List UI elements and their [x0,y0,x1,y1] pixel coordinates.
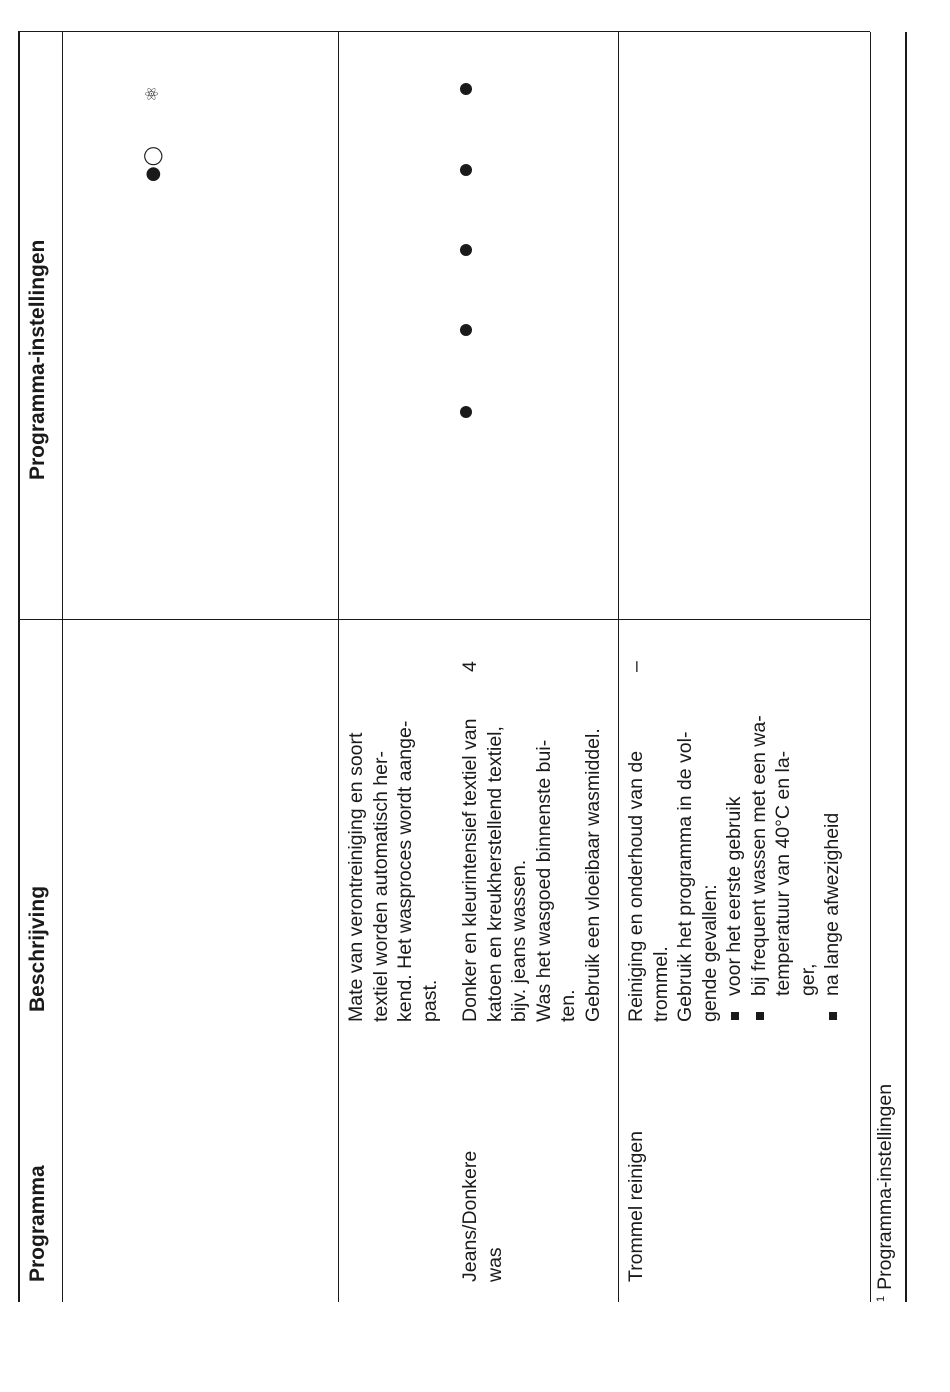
list-item: na lange afwezigheid [820,622,845,1022]
settings-right-edge [18,31,870,32]
setting-dot [460,164,472,176]
row2-description: Donker en kleurintensief textiel van katoen en kreukherstellend textiel, bijv. jeans wassen. Was het wasgoed binnenste bui- ten. Gebruik een vloeibaar wasmiddel. [459,718,604,1022]
list-item: voor het eerste gebruik [722,622,747,1022]
header-settings: Programma-instellingen [26,239,49,480]
header-description: Beschrijving [26,885,49,1012]
row2-program: Jeans/Donkere was [459,1150,506,1282]
row1-description: Mate van verontreiniging en soort textiel worden automatisch her- kend. Het wasproces wordt aange- past. [345,720,441,1022]
row2-value: 4 [459,661,481,672]
header-divider [62,32,63,1302]
water-plus-icon: ●◯ [142,146,163,182]
top-rule [18,32,20,1302]
setting-dot [460,406,472,418]
row3-divider [870,32,871,1302]
setting-dot [460,324,472,336]
row3-bullet-list [722,622,845,1022]
bottom-rule [905,32,907,1302]
settings-subcolumn-divider [62,619,618,620]
row3-value: – [625,661,647,672]
bullet-square-icon [731,1012,739,1020]
footnote [874,1084,897,1302]
header-program: Programma [26,1165,49,1282]
bullet-square-icon [756,1012,764,1020]
footnote-text: Programma-instellingen [874,1083,896,1290]
row3-description: Reiniging en onderhoud van de trommel. Gebruik het programma in de vol- gende gevallen: [625,731,721,1022]
bullet-square-icon [829,1012,837,1020]
stain-intensive-icon: ⚛ [142,85,163,102]
row1-divider [338,32,339,1302]
row3-program: Trommel reinigen [625,1131,647,1282]
setting-dot [460,244,472,256]
row2-divider [618,32,619,1302]
setting-dot [460,83,472,95]
footnote-marker: 1 [874,1295,887,1302]
list-item: bij frequent wassen met een wa- temperatuur van 40°C en la- ger, [747,622,821,1022]
